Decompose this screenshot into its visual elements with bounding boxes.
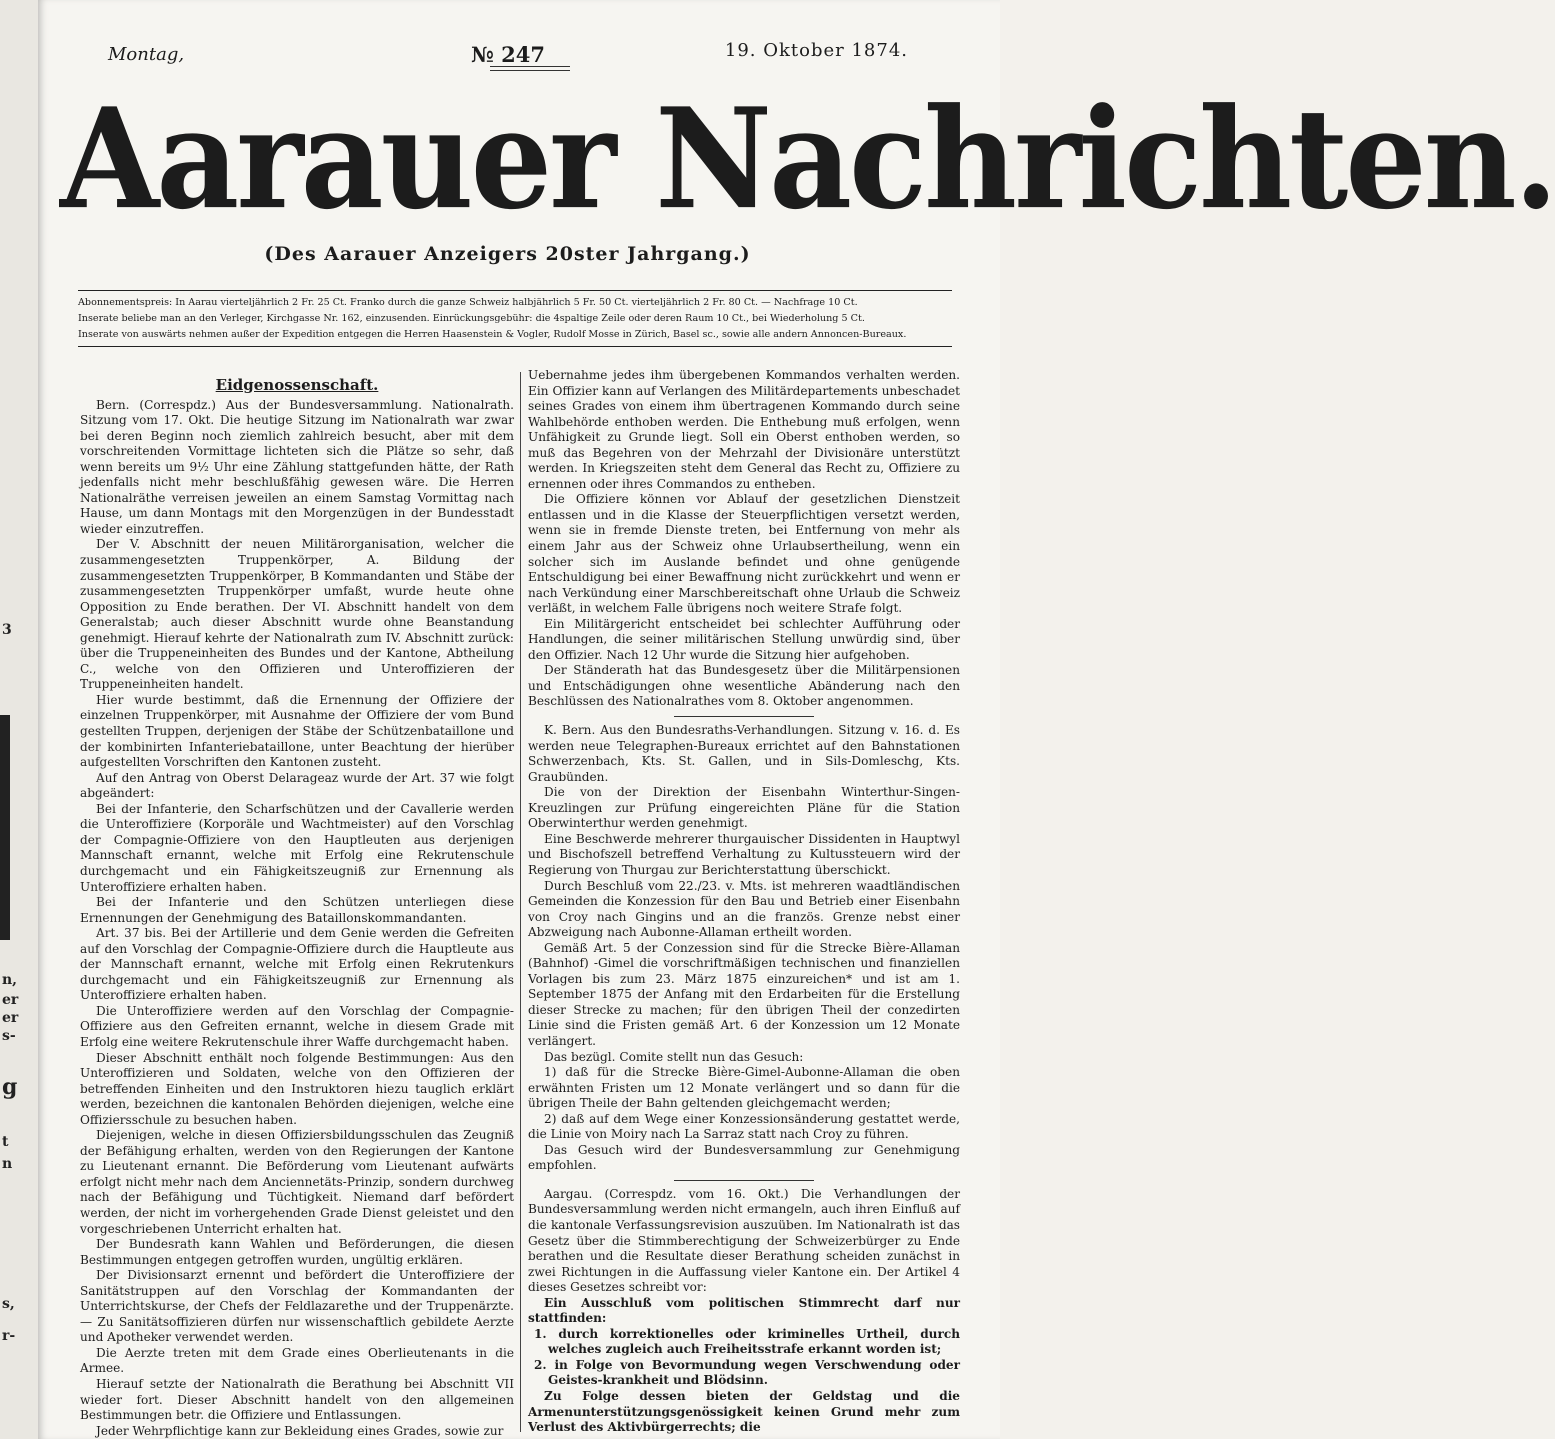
left-column: [80, 368, 514, 1438]
column-divider: [520, 372, 521, 1432]
dateline: [108, 36, 908, 70]
article-paragraph: K. Bern. Aus den Bundesraths-Verhandlungen. Sitzung v. 16. d. Es werden neue Telegraphen-Bureaux errichtet auf den Bahnstationen Schwerzenbach, Kts. St. Gallen, und in Sils-Domleschg, Kts. Graubünden.: [528, 723, 960, 784]
article-paragraph: Auf den Antrag von Oberst Delarageaz wurde der Art. 37 wie folgt abgeändert:: [80, 770, 514, 801]
subscription-terms: [78, 295, 952, 343]
binding-fragment: r-: [2, 1328, 16, 1344]
header-rule-top: [78, 290, 952, 291]
article-paragraph: Durch Beschluß vom 22./23. v. Mts. ist mehreren waadtländischen Gemeinden die Konzession für den Bau und Betrieb einer Eisenbahn von Croy nach Gingins und an die französ. Grenze nebst einer Abzweigung nach Aubonne-Allaman ertheilt worden.: [528, 878, 960, 940]
article-paragraph: Zu Folge dessen bieten der Geldstag und die Armenunterstützungsgenössigkeit keinen Grund mehr zum Verlust des Aktivbürgerrechts; die: [528, 1389, 960, 1435]
quoted-law-intro: Ein Ausschluß vom politischen Stimmrecht darf nur stattfinden:: [528, 1295, 960, 1326]
article-paragraph: Dieser Abschnitt enthält noch folgende Bestimmungen: Aus den Unteroffizieren und Soldaten, welche von den Offizieren der betreffenden Einheiten und den Instruktoren hiezu tauglich erklärt werden, bezeichnen die kantonalen Behörden diejenigen, welche eine Offiziersschule zu besuchen haben.: [80, 1050, 514, 1127]
binding-fragment: t: [2, 1134, 9, 1150]
article-separator: [674, 1180, 814, 1181]
article-paragraph: Bei der Infanterie und den Schützen unterliegen diese Ernennungen der Genehmigung des Bataillonskommandanten.: [80, 895, 514, 925]
binding-fragment: n: [2, 1156, 13, 1172]
article-paragraph: Jeder Wehrpflichtige kann zur Bekleidung eines Grades, sowie zur: [96, 1423, 504, 1438]
article-paragraph: Hierauf setzte der Nationalrath die Berathung bei Abschnitt VII wieder fort. Dieser Abschnitt handelt von den allgemeinen Bestimmungen betr. die Offiziere und Entlassungen.: [80, 1377, 514, 1423]
newspaper-title: Aarauer Nachrichten.: [60, 78, 1555, 241]
newspaper-subtitle: (Des Aarauer Anzeigers 20ster Jahrgang.): [264, 243, 751, 265]
terms-line: Inserate beliebe man an den Verleger, Kirchgasse Nr. 162, einzusenden. Einrückungsgebühr: die 4spaltige Zeile oder deren Raum 10 Ct., bei Wiederholung 5 Ct.: [78, 313, 865, 324]
binding-fragment: er: [2, 992, 19, 1008]
issue-date: 19. Oktober 1874.: [724, 40, 908, 61]
binding-margin: [0, 0, 38, 1439]
issue-number: № 247: [471, 42, 545, 67]
weekday: Montag,: [108, 44, 185, 65]
issue-number-rule: [490, 66, 570, 71]
article-paragraph: Die Unteroffiziere werden auf den Vorschlag der Compagnie-Offiziere aus den Gefreiten ernannt, welche in diesem Grade mit Erfolg eine weitere Rekrutenschule ihrer Waffe durchgemacht haben.: [80, 1003, 514, 1049]
binding-fragment: g: [2, 1074, 18, 1100]
article-paragraph: Art. 37 bis. Bei der Artillerie und dem Genie werden die Gefreiten auf den Vorschlag der Compagnie-Offiziere durch die Hauptleute aus der Mannschaft ernannt, welche mit Erfolg einen Rekrutenkurs durchgemacht und ein Fähigkeitszeugniß zur Ernennung als Unteroffiziere erhalten haben.: [80, 926, 514, 1003]
right-column: [528, 368, 960, 1438]
article-paragraph: Der Bundesrath kann Wahlen und Beförderungen, die diesen Bestimmungen entgegen getroffen wurden, ungültig erklären.: [80, 1237, 514, 1267]
article-paragraph: Die Aerzte treten mit dem Grade eines Oberlieutenants in die Armee.: [80, 1345, 514, 1376]
article-paragraph: Die Offiziere können vor Ablauf der gesetzlichen Dienstzeit entlassen und in die Klasse der Steuerpflichtigen versetzt werden, wenn sie in fremde Dienste treten, bei Entfernung von mehr als einem Jahr aus der Schweiz ohne Urlaubsertheilung, wenn ein solcher sich im Auslande befindet und ohne genügende Entschuldigung bei einer Bewaffnung nicht zurückkehrt und wenn er nach Verkündung einer Marschbereitschaft ohne Urlaub die Schweiz verläßt, in welchem Falle übrigens noch weitere Strafe folgt.: [528, 492, 960, 616]
article-paragraph: Hier wurde bestimmt, daß die Ernennung der Offiziere der einzelnen Truppenkörper, mit Ausnahme der Offiziere der vom Bund gestellten Truppen, derjenigen der Stäbe der Schützenbataillone und der kombinirten Infanteriebataillone, unter Beachtung der hierüber aufgestellten Vorschriften den Kantonen zusteht.: [80, 692, 514, 770]
terms-line: Inserate von auswärts nehmen außer der Expedition entgegen die Herren Haasenstein & Vogler, Rudolf Mosse in Zürich, Basel sc., sowie alle andern Annoncen-Bureaux.: [78, 329, 907, 340]
binding-fragment: s-: [2, 1028, 16, 1044]
article-paragraph: Die von der Direktion der Eisenbahn Winterthur-Singen-Kreuzlingen zur Prüfung eingereichten Pläne für die Station Oberwinterthur werden genehmigt.: [528, 785, 960, 831]
article-paragraph: Das bezügl. Comite stellt nun das Gesuch:: [544, 1049, 804, 1064]
article-paragraph: 2) daß auf dem Wege einer Konzessionsänderung gestattet werde, die Linie von Moiry nach La Sarraz statt nach Croy zu führen.: [528, 1111, 960, 1142]
article-paragraph: Gemäß Art. 5 der Conzession sind für die Strecke Bière-Allaman (Bahnhof) -Gimel die vorschriftmäßigen technischen und finanziellen Vorlagen bis zum 23. März 1875 einzureichen* und ist am 1. September 1875 der Anfang mit den Erdarbeiten für die Erstellung dieser Strecke zu machen; für den übrigen Theil der conzedirten Linie sind die Fristen gemäß Art. 6 der Konzession um 12 Monate verlängert.: [528, 940, 960, 1048]
article-paragraph: Aargau. (Correspdz. vom 16. Okt.) Die Verhandlungen der Bundesversammlung werden nicht ermangeln, auch ihren Einfluß auf die kantonale Verfassungsrevision auszuüben. Im Nationalrath ist das Gesetz über die Stimmberechtigung der Schweizerbürger zu Ende berathen und die Resultate dieser Berathung scheiden zunächst in zwei Richtungen in die Auffassung vieler Kantone ein. Der Artikel 4 dieses Gesetzes schreibt vor:: [528, 1186, 960, 1295]
article-paragraph: Bei der Infanterie, den Scharfschützen und der Cavallerie werden die Unteroffiziere (Korporäle und Wachtmeister) auf den Vorschlag der Compagnie-Offiziere von den Hauptleuten aus derjenigen Mannschaft ernannt, welche mit Erfolg eine Rekrutenschule durchgemacht und ein Fähigkeitszeugniß zur Ernennung als Unteroffiziere erhalten haben.: [80, 801, 514, 894]
article-separator: [674, 716, 814, 717]
article-paragraph: Bern. (Correspdz.) Aus der Bundesversammlung. Nationalrath. Sitzung vom 17. Okt. Die heutige Sitzung im Nationalrath war zwar bei deren Beginn noch ziemlich zahlreich besucht, aber mit dem vorschreitenden Vormittage lichteten sich die Plätze so sehr, daß wenn bereits um 9½ Uhr eine Zählung stattgefunden hätte, der Rath jedenfalls nicht mehr beschlußfähig gewesen wäre. Die Herren Nationalräthe verreisen jeweilen an einem Samstag Vormittag nach Hause, um dann Montags mit den Morgenzügen in der Bundesstadt wieder einzutreffen.: [80, 397, 514, 536]
binding-fragment: s,: [2, 1296, 15, 1312]
article-paragraph: Eine Beschwerde mehrerer thurgauischer Dissidenten in Hauptwyl und Bischofszell betreffend Verhaltung zu Kultussteuern wird der Regierung von Thurgau zur Berichterstattung überschickt.: [528, 831, 960, 877]
header-rule-bottom: [78, 346, 952, 347]
article-paragraph: Der Divisionsarzt ernennt und befördert die Unteroffiziere der Sanitätstruppen auf den Vorschlag der Kommandanten der Unterrichtskurse, der Chefs der Feldlazarethe und der Truppenärzte. — Zu Sanitätsoffizieren dürfen nur wissenschaftlich gebildete Aerzte und Apotheker verwendet werden.: [80, 1268, 514, 1345]
article-paragraph: Ein Militärgericht entscheidet bei schlechter Aufführung oder Handlungen, die seiner militärischen Stellung unwürdig sind, über den Offizier. Nach 12 Uhr wurde die Sitzung hier aufgehoben.: [528, 616, 960, 662]
article-paragraph: Der Ständerath hat das Bundesgesetz über die Militärpensionen und Entschädigungen ohne wesentliche Abänderung nach den Beschlüssen des Nationalrathes vom 8. Oktober angenommen.: [528, 663, 960, 709]
binding-fragment: er: [2, 1010, 19, 1026]
article-paragraph: 1) daß für die Strecke Bière-Gimel-Aubonne-Allaman die oben erwähnten Fristen um 12 Monate verlängert und so dann für die übrigen Theile der Bahn geltenden gleichgemacht werden;: [528, 1065, 960, 1111]
article-paragraph: Der V. Abschnitt der neuen Militärorganisation, welcher die zusammengesetzten Truppenkörper, A. Bildung der zusammengesetzten Truppenkörper, B Kommandanten und Stäbe der zusammengesetzten Truppenkörper umfaßt, wurde heute ohne Opposition zu Ende berathen. Der VI. Abschnitt handelt von dem Generalstab; auch dieser Abschnitt wurde ohne Beanstandung genehmigt. Hierauf kehrte der Nationalrath zum IV. Abschnitt zurück: über die Truppeneinheiten des Bundes und der Kantone, Abtheilung C., welche von den Offizieren und Unteroffizieren der Truppeneinheiten handelt.: [80, 537, 514, 692]
quoted-law-item: 2. in Folge von Bevormundung wegen Verschwendung oder Geistes-krankheit und Blödsinn.: [534, 1357, 960, 1388]
quoted-law-item: 1. durch korrektionelles oder kriminelles Urtheil, durch welches zugleich auch Freiheitsstrafe erkannt worden ist;: [534, 1326, 960, 1357]
binding-strip: [0, 715, 10, 940]
article-paragraph: Das Gesuch wird der Bundesversammlung zur Genehmigung empfohlen.: [528, 1142, 960, 1173]
section-heading: Eidgenossenschaft.: [215, 376, 379, 394]
terms-line: Abonnementspreis: In Aarau vierteljährlich 2 Fr. 25 Ct. Franko durch die ganze Schweiz halbjährlich 5 Fr. 50 Ct. vierteljährlich 2 Fr. 80 Ct. — Nachfrage 10 Ct.: [78, 297, 858, 308]
binding-fragment: n,: [2, 972, 18, 988]
article-paragraph: Uebernahme jedes ihm übergebenen Kommandos verhalten werden. Ein Offizier kann auf Verlangen des Militärdepartements unbeschadet seines Grades von einem ihm übertragenen Kommando durch seine Wahlbehörde enthoben werden. Die Enthebung muß erfolgen, wenn Unfähigkeit zu Grunde liegt. Soll ein Oberst enthoben werden, so muß das Begehren von der Mehrzahl der Divisionäre unterstützt werden. In Kriegszeiten steht dem General das Recht zu, Offiziere zu ernennen oder ihres Commandos zu entheben.: [528, 368, 960, 491]
article-paragraph: Diejenigen, welche in diesen Offiziersbildungsschulen das Zeugniß der Befähigung erhalten, werden von den Regierungen der Kantone zu Lieutenant ernannt. Die Beförderung vom Lieutenant aufwärts erfolgt nicht mehr nach dem Anciennetäts-Prinzip, sondern durchweg nach der Befähigung und Tüchtigkeit. Niemand darf befördert werden, der nicht im vorhergehenden Grade Dienst geleistet und den vorgeschriebenen Unterricht erhalten hat.: [80, 1128, 514, 1236]
binding-fragment: 3: [2, 622, 12, 638]
